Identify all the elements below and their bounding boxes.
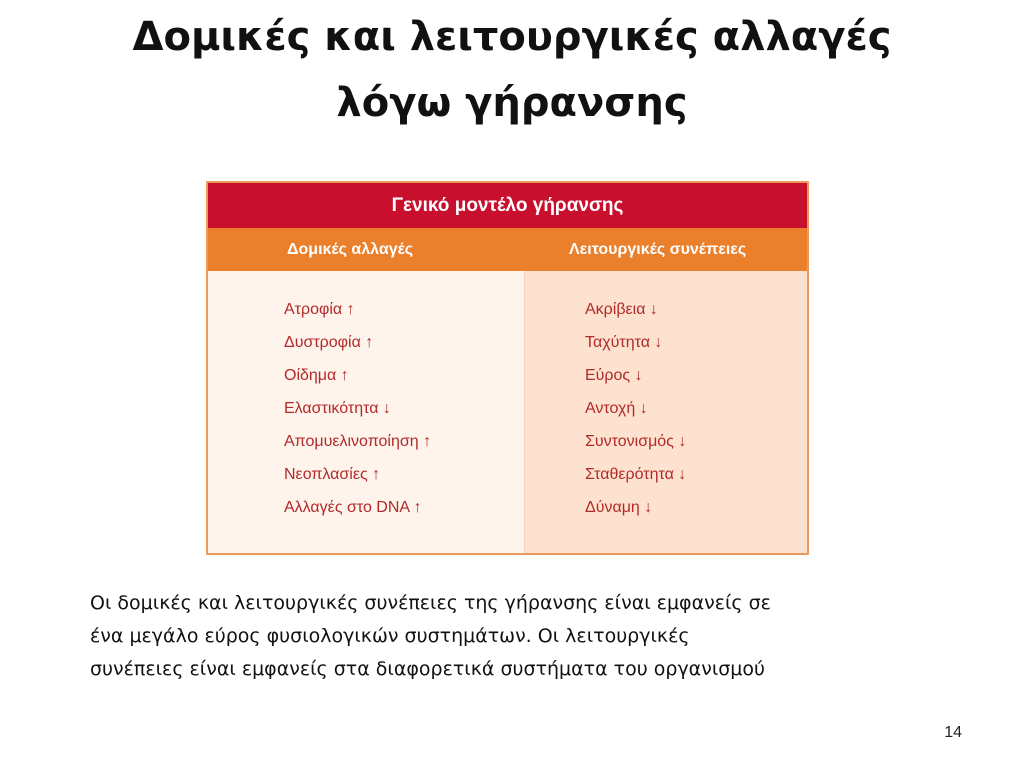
list-item: Αντοχή ↓ [585,400,648,417]
list-item: Αλλαγές στο DNA ↑ [284,499,422,516]
slide-caption [90,587,950,686]
table-header: Γενικό μοντέλο γήρανσης [208,183,807,228]
aging-model-table [206,181,809,555]
list-item: Οίδημα ↑ [284,367,349,384]
slide-title-line-1: Δομικές και λειτουργικές αλλαγές [132,14,892,60]
list-item: Δύναμη ↓ [585,499,653,516]
structural-changes-header: Δομικές αλλαγές [287,241,414,258]
list-item: Ελαστικότητα ↓ [284,400,391,417]
list-item: Εύρος ↓ [585,367,643,384]
slide-title-line-2: λόγω γήρανσης [336,80,688,126]
list-item: Νεοπλασίες ↑ [284,466,381,483]
caption-line-2: ένα μεγάλο εύρος φυσιολογικών συστημάτων. Οι λειτουργικές [90,625,690,647]
list-item: Ακρίβεια ↓ [585,301,658,318]
list-item: Ατροφία ↑ [284,301,355,318]
structural-changes-list [284,293,431,524]
list-item: Ταχύτητα ↓ [585,334,663,351]
list-item: Δυστροφία ↑ [284,334,374,351]
slide-title [60,4,964,136]
list-item: Απομυελινοποίηση ↑ [284,433,432,450]
caption-line-3: συνέπειες είναι εμφανείς στα διαφορετικά συστήματα του οργανισμού [90,658,766,680]
functional-consequences-header: Λειτουργικές συνέπειες [569,241,747,258]
page-number: 14 [944,724,962,741]
table-subheader [208,228,807,271]
functional-consequences-list [585,293,686,524]
list-item: Συντονισμός ↓ [585,433,687,450]
list-item: Σταθερότητα ↓ [585,466,687,483]
caption-line-1: Οι δομικές και λειτουργικές συνέπειες της γήρανσης είναι εμφανείς σε [90,592,771,614]
structural-changes-column [208,271,525,553]
functional-consequences-column [525,271,807,553]
